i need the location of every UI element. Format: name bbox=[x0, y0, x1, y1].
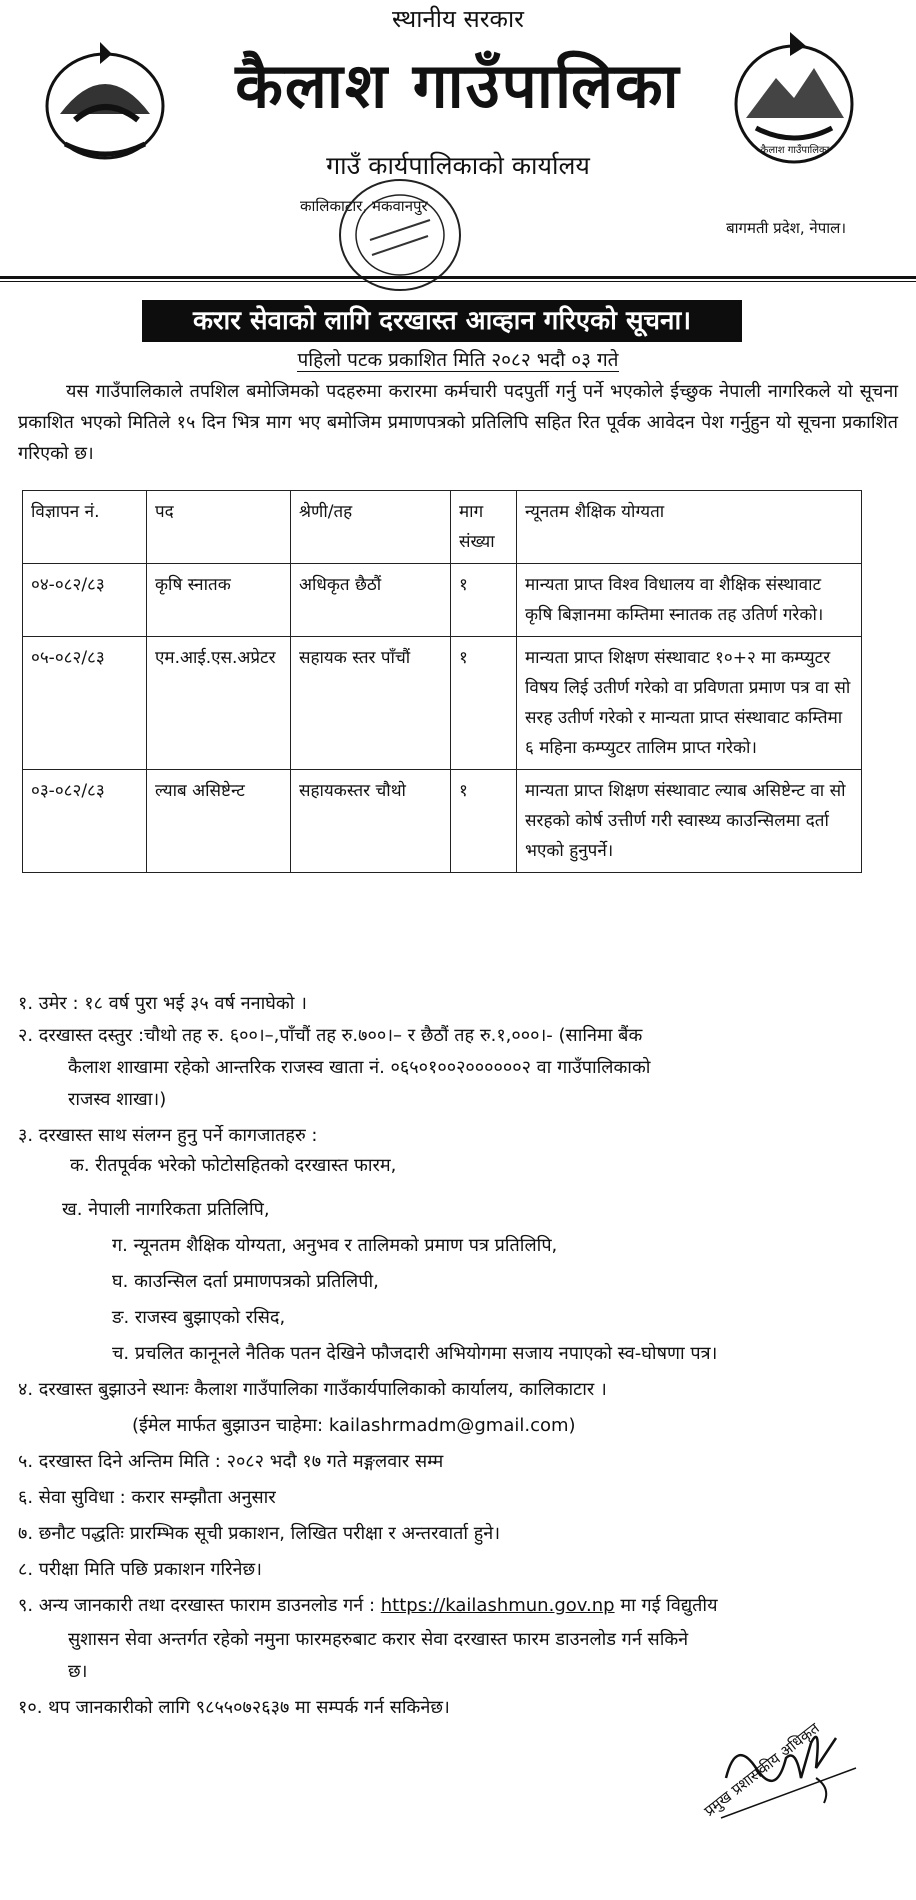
emblem-label: कैलाश गाउँपालिका bbox=[760, 145, 830, 156]
list-item-fee-revenue: राजस्व शाखा।) bbox=[68, 1089, 167, 1110]
notice-intro: यस गाउँपालिकाले तपशिल बमोजिमको पदहरुमा करारमा कर्मचारी पदपुर्ती गर्नु पर्ने भएकोले ईच्छुक नेपाली नागरिकले यो सूचना प्रकाशित भएको मितिले १५ दिन भित्र माग भए बमोजिम प्रमाणपत्रको प्रतिलिपि सहित रित पूर्वक आवेदन पेश गर्नुहुन यो सूचना प्रकाशित गरिएको छ। bbox=[18, 381, 898, 464]
vacancy-table bbox=[22, 490, 862, 873]
first-published-date: पहिलो पटक प्रकाशित मिति २०८२ भदौ ०३ गते bbox=[297, 349, 619, 371]
list-item-download-end: छ। bbox=[68, 1661, 88, 1682]
local-govt-label: स्थानीय सरकार bbox=[392, 5, 524, 33]
col-qualification: न्यूनतम शैक्षिक योग्यता bbox=[517, 491, 862, 564]
cell-count: १ bbox=[451, 564, 517, 637]
doc-item-receipt: ङ. राजस्व बुझाएको रसिद, bbox=[112, 1307, 286, 1328]
col-count: माग संख्या bbox=[451, 491, 517, 564]
officer-designation: प्रमुख प्रशासकीय अधिकृत bbox=[700, 1719, 823, 1820]
cell-ad-no: ०४-०८२/८३ bbox=[23, 564, 147, 637]
list-item-exam-date: ८. परीक्षा मिति पछि प्रकाशन गरिनेछ। bbox=[18, 1559, 262, 1580]
cell-level: सहायकस्तर चौथो bbox=[291, 770, 451, 873]
province-label: बागमती प्रदेश, नेपाल। bbox=[726, 219, 846, 237]
list-item-selection: ७. छनौट पद्धतिः प्रारम्भिक सूची प्रकाशन, लिखित परीक्षा र अन्तरवार्ता हुने। bbox=[18, 1523, 501, 1544]
cell-count: १ bbox=[451, 637, 517, 770]
table-row bbox=[23, 564, 862, 637]
table-row bbox=[23, 637, 862, 770]
cell-qualification: मान्यता प्राप्त विश्व विधालय वा शैक्षिक संस्थावाट कृषि बिज्ञानमा कम्तिमा स्नातक तह उतिर्ण गरेको। bbox=[517, 564, 862, 637]
doc-item-certificates: ग. न्यूनतम शैक्षिक योग्यता, अनुभव र तालिमको प्रमाण पत्र प्रतिलिपि, bbox=[112, 1235, 558, 1256]
office-address: कालिकाटार, मकवानपुर bbox=[300, 197, 428, 215]
col-ad-no: विज्ञापन नं. bbox=[23, 491, 147, 564]
list-item-age: १. उमेर : १८ वर्ष पुरा भई ३५ वर्ष ननाघेको । bbox=[18, 993, 307, 1014]
list-item-fee-account: कैलाश शाखामा रहेको आन्तरिक राजस्व खाता नं. ०६५०१००२००००००२ वा गाउँपालिकाको bbox=[68, 1057, 651, 1078]
doc-item-application: क. रीतपूर्वक भरेको फोटोसहितको दरखास्त फारम, bbox=[70, 1155, 397, 1176]
website-link[interactable]: https://kailashmun.gov.np bbox=[380, 1595, 615, 1616]
cell-qualification: मान्यता प्राप्त शिक्षण संस्थावाट १०+२ मा कम्प्युटर विषय लिई उतीर्ण गरेको वा प्रविणता प्रमाण पत्र वा सो सरह उतीर्ण गरेको र मान्यता प्राप्त संस्थावाट कम्तिमा ६ महिना कम्प्युटर तालिम प्राप्त गरेको। bbox=[517, 637, 862, 770]
col-post: पद bbox=[147, 491, 291, 564]
cell-qualification: मान्यता प्राप्त शिक्षण संस्थावाट ल्याब असिष्टेन्ट वा सो सरहको कोर्ष उत्तीर्ण गरी स्वास्थ्य काउन्सिलमा दर्ता भएको हुनुपर्ने। bbox=[517, 770, 862, 873]
cell-level: सहायक स्तर पाँचौं bbox=[291, 637, 451, 770]
municipality-title: कैलाश गाउँपालिका bbox=[235, 49, 681, 122]
list-item-download-cont: सुशासन सेवा अन्तर्गत रहेको नमुना फारमहरुबाट करार सेवा दरखास्त फारम डाउनलोड गर्न सकिने bbox=[68, 1629, 689, 1650]
list-item-facility: ६. सेवा सुविधा : करार सम्झौता अनुसार bbox=[18, 1487, 276, 1508]
cell-ad-no: ०३-०८२/८३ bbox=[23, 770, 147, 873]
cell-post: ल्याब असिष्टेन्ट bbox=[147, 770, 291, 873]
list-item-fee: २. दरखास्त दस्तुर :चौथो तह रु. ६००।–,पाँचौं तह रु.७००।– र छैठौं तह रु.१,०००।- (सानिमा बैंक bbox=[18, 1025, 643, 1046]
list-item-contact: १०. थप जानकारीको लागि ९८५५०७२६३७ मा सम्पर्क गर्न सकिनेछ। bbox=[18, 1697, 450, 1718]
cell-level: अधिकृत छैठौं bbox=[291, 564, 451, 637]
table-row bbox=[23, 770, 862, 873]
cell-post: एम.आई.एस.अप्रेटर bbox=[147, 637, 291, 770]
col-level: श्रेणी/तह bbox=[291, 491, 451, 564]
list-item-documents: ३. दरखास्त साथ संलग्न हुनु पर्ने कागजातहरु : bbox=[18, 1125, 318, 1146]
list-item-email: (ईमेल मार्फत बुझाउन चाहेमा: kailashrmadm@gmail.com) bbox=[132, 1415, 576, 1436]
cell-ad-no: ०५-०८२/८३ bbox=[23, 637, 147, 770]
list-item-deadline: ५. दरखास्त दिने अन्तिम मिति : २०८२ भदौ १७ गते मङ्गलवार सम्म bbox=[18, 1451, 444, 1472]
header-rule-thin bbox=[0, 281, 916, 282]
cell-count: १ bbox=[451, 770, 517, 873]
list-item-download: ९. अन्य जानकारी तथा दरखास्त फाराम डाउनलोड गर्न : https://kailashmun.gov.np मा गई विद्युतीय bbox=[18, 1595, 718, 1616]
list-item-submission-place: ४. दरखास्त बुझाउने स्थानः कैलाश गाउँपालिका गाउँकार्यपालिकाको कार्यालय, कालिकाटार । bbox=[18, 1379, 607, 1400]
notice-title-banner: करार सेवाको लागि दरखास्त आव्हान गरिएको सूचना। bbox=[142, 300, 742, 342]
cell-post: कृषि स्नातक bbox=[147, 564, 291, 637]
table-header-row bbox=[23, 491, 862, 564]
office-title: गाउँ कार्यपालिकाको कार्यालय bbox=[326, 151, 590, 180]
doc-item-declaration: च. प्रचलित कानूनले नैतिक पतन देखिने फौजदारी अभियोगमा सजाय नपाएको स्व-घोषणा पत्र। bbox=[112, 1343, 718, 1364]
header-rule bbox=[0, 276, 916, 279]
doc-item-council: घ. काउन्सिल दर्ता प्रमाणपत्रको प्रतिलिपी, bbox=[112, 1271, 379, 1292]
doc-item-citizenship: ख. नेपाली नागरिकता प्रतिलिपि, bbox=[62, 1199, 270, 1220]
